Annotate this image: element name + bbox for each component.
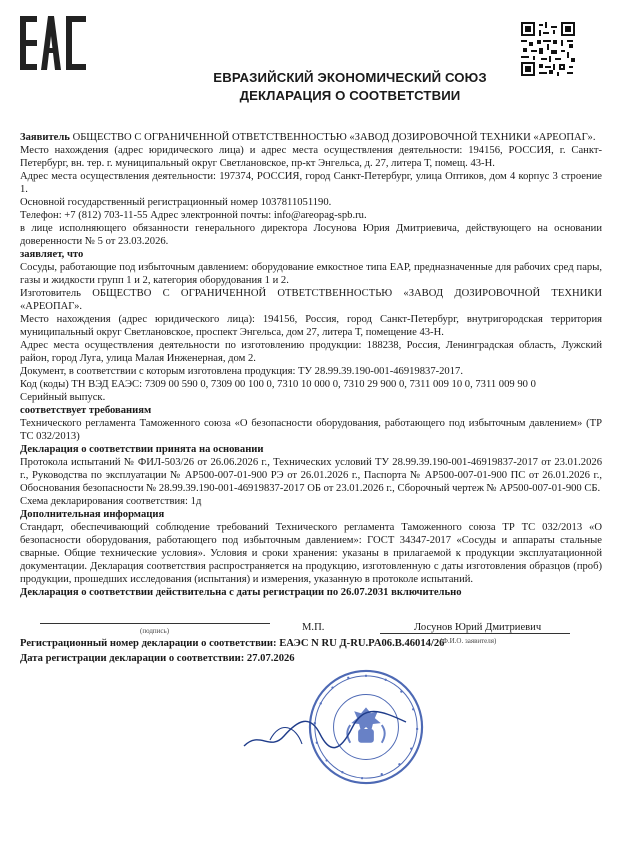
additional-label: Дополнительная информация <box>20 509 165 520</box>
manufacturer-address: Место нахождения (адрес юридического лица): 194156, Россия, город Санкт-Петербург, внутригородская территория муниципальный округ Светлановское, проспект Энгельса, дом 27, литера Т, помещение 43-Н. <box>20 314 602 338</box>
signer-line <box>380 633 570 634</box>
applicant-name: ОБЩЕСТВО С ОГРАНИЧЕННОЙ ОТВЕТСТВЕННОСТЬЮ «ЗАВОД ДОЗИРОВОЧНОЙ ТЕХНИКИ «АРЕОПАГ». <box>72 132 596 143</box>
applicant-legal-address: Место нахождения (адрес юридического лица) и адрес места осуществления деятельности: 194156, РОССИЯ, г. Санкт-Петербург, вн. тер. г. муниципальный округ Светлановское, пр-кт Энгельса, д. 27, литера Т, помещ. 43-Н. <box>20 145 602 169</box>
compliance-regulation: Технического регламента Таможенного союза «О безопасности оборудования, работающего под избыточным давлением» (ТР ТС 032/2013) <box>20 418 602 442</box>
union-title: ЕВРАЗИЙСКИЙ ЭКОНОМИЧЕСКИЙ СОЮЗ <box>213 70 487 85</box>
production-address: Адрес места осуществления деятельности по изготовлению продукции: 188238, Россия, Ленинградская область, Лужский район, город Луга, улица Малая Инженерная, дом 2. <box>20 340 602 364</box>
applicant-ogrn: Основной государственный регистрационный номер 1037811051190. <box>20 197 332 208</box>
compliance-label: соответствует требованиям <box>20 405 152 416</box>
applicant-contacts: Телефон: +7 (812) 703-11-55 Адрес электронной почты: info@areopag-spb.ru. <box>20 210 367 221</box>
declaration-scheme: Схема декларирования соответствия: 1д <box>20 496 202 507</box>
manufacturer: Изготовитель ОБЩЕСТВО С ОГРАНИЧЕННОЙ ОТВЕТСТВЕННОСТЬЮ «ЗАВОД ДОЗИРОВОЧНОЙ ТЕХНИКИ «АРЕОПАГ». <box>20 288 602 312</box>
document-title: ДЕКЛАРАЦИЯ О СООТВЕТСТВИИ <box>239 88 461 103</box>
registration-number: ЕАЭС N RU Д-RU.PA06.B.46014/26 <box>279 638 445 649</box>
signer-caption: (Ф.И.О. заявителя) <box>440 637 497 645</box>
registration-date: 27.07.2026 <box>246 653 295 664</box>
qr-code <box>521 22 575 76</box>
stamp-mark: М.П. <box>302 622 325 633</box>
declares-label: заявляет, что <box>20 249 84 260</box>
basis-text: Протокола испытаний № ФИЛ-503/26 от 26.06.2026 г., Технических условий ТУ 28.99.39.190-001-46919837-2017 от 23.01.2026 г., Руководства по эксплуатации № АР500-007-01-900 РЭ от 26.01.2026 г., Паспорта № АР500-007-01-900 ПС от 26.01.2026 г., Обоснования безопасности № 28.99.39.190-001-46919837-2017 ОБ от 23.01.2026 г., Сборочный чертеж № АР500-007-01-900 СБ. <box>20 457 602 494</box>
eac-logo <box>20 16 86 70</box>
signer-name: Лосунов Юрий Дмитриевич <box>414 622 542 633</box>
hs-codes: Код (коды) ТН ВЭД ЕАЭС: 7309 00 590 0, 7309 00 100 0, 7310 10 000 0, 7310 29 900 0, 7311 009 10 0, 7311 009 90 0 <box>20 379 536 390</box>
production-type: Серийный выпуск. <box>20 392 106 403</box>
basis-label: Декларация о соответствии принята на основании <box>20 444 264 455</box>
handwritten-signature <box>240 700 410 760</box>
applicant-label: Заявитель <box>20 132 70 143</box>
validity-statement: Декларация о соответствии действительна с даты регистрации по 26.07.2031 включительно <box>20 587 462 598</box>
signature-caption: (подпись) <box>140 627 170 635</box>
registration-date-line <box>20 652 602 665</box>
applicant-activity-address: Адрес места осуществления деятельности: 197374, РОССИЯ, город Санкт-Петербург, улица Оптиков, дом 4 корпус 3 строение 1. <box>20 171 602 195</box>
applicant-representative: в лице исполняющего обязанности генерального директора Лосунова Юрия Дмитриевича, действующего на основании доверенности № 5 от 23.03.2026. <box>20 223 602 247</box>
declaration-body <box>20 131 602 665</box>
registration-number-line <box>20 637 602 650</box>
signature-line <box>40 623 270 624</box>
additional-text: Стандарт, обеспечивающий соблюдение требований Технического регламента Таможенного союза ТР ТС 032/2013 «О безопасности оборудования, работающего под избыточным давлением»: ГОСТ 34347-2017 «Сосуды и аппараты стальные сварные. Общие технические условия». Условия и сроки хранения: указаны в прилагаемой к продукции эксплуатационной документации. Декларация соответствия распространяется на продукцию, изготовленную с даты изготовления образцов (проб) продукции, прошедших исследования (испытания) и измерения, указанную в протоколе испытаний. <box>20 522 602 585</box>
registration-number-label: Регистрационный номер декларации о соответствии: <box>20 638 277 649</box>
registration-date-label: Дата регистрации декларации о соответствии: <box>20 653 245 664</box>
product-description: Сосуды, работающие под избыточным давлением: оборудование емкостное типа ЕАР, предназначенные для рабочих сред пары, газы и жидкости групп 1 и 2, категория оборудования 1 и 2. <box>20 262 602 286</box>
production-document: Документ, в соответствии с которым изготовлена продукция: ТУ 28.99.39.190-001-46919837-2017. <box>20 366 463 377</box>
applicant-block <box>20 131 602 144</box>
